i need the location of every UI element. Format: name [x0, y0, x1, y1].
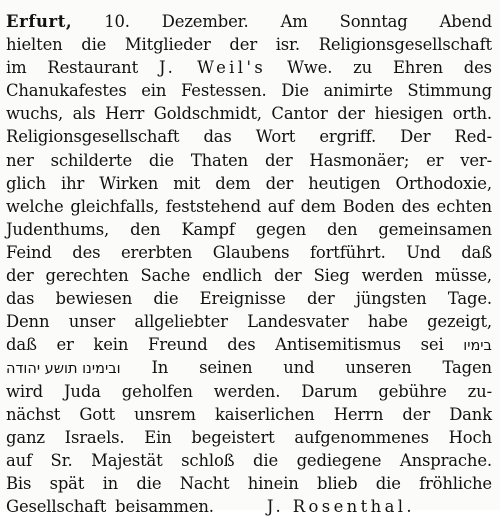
word: zu — [353, 58, 373, 78]
article-line — [6, 426, 492, 449]
word: Herr — [105, 104, 145, 124]
author-signature: J. Rosenthal. — [266, 496, 416, 516]
word: feststehend — [165, 196, 261, 216]
word: seinen — [199, 358, 253, 378]
word: daß — [6, 335, 37, 355]
word: spät — [49, 473, 85, 493]
dateline-day: 10. — [104, 12, 130, 31]
word: des — [72, 242, 101, 262]
word: Orthodoxie, — [395, 173, 492, 193]
word: Ein — [144, 427, 172, 447]
word: allgeliebter — [134, 312, 228, 332]
word: Bis — [6, 473, 32, 493]
word: hiesigen — [374, 104, 444, 124]
word: blieb — [317, 473, 358, 493]
word: kaiserlichen — [214, 404, 315, 424]
word: der — [402, 404, 430, 424]
word: Abend — [439, 12, 492, 31]
hebrew-quote-start: בימיו — [463, 338, 492, 355]
article-line — [6, 56, 492, 79]
word: Mitglieder — [124, 35, 211, 55]
article-line — [6, 102, 492, 125]
word: Stimmung — [407, 81, 492, 101]
word: gebühre — [378, 381, 447, 401]
word: In — [151, 358, 169, 378]
word: Sache — [140, 266, 191, 286]
word: ihr — [61, 173, 85, 193]
word: Nacht — [179, 473, 230, 493]
restaurant-owner-initial: J. — [158, 58, 177, 78]
word: die — [253, 450, 279, 470]
word: gegen — [255, 219, 307, 239]
word: hielten — [6, 35, 63, 55]
word: ner — [6, 150, 34, 170]
word: werden. — [213, 381, 281, 401]
word: in — [102, 473, 119, 493]
word: den — [130, 219, 161, 239]
word: Gott — [79, 404, 115, 424]
word: bewiesen — [55, 289, 133, 309]
word: heutigen — [308, 173, 381, 193]
word: Sr. — [50, 450, 73, 470]
word: der — [6, 266, 34, 286]
word: müsse, — [435, 266, 492, 286]
word: dem — [300, 196, 336, 216]
article-line — [6, 403, 492, 426]
word: der — [229, 35, 257, 55]
word: welche — [6, 196, 64, 216]
word: begeistert — [191, 427, 275, 447]
word: schilderte — [50, 150, 133, 170]
word: Freund — [147, 335, 208, 355]
word: gemeinsamen — [378, 219, 492, 239]
word: gezeigt, — [427, 312, 492, 332]
word: Tage. — [447, 289, 492, 309]
word: sei — [420, 335, 444, 355]
article-line — [6, 172, 492, 195]
word: Ereignisse — [199, 289, 286, 309]
word: Restaurant — [47, 58, 139, 78]
word: Wwe. — [287, 58, 333, 78]
article-line — [6, 241, 492, 264]
article-line — [6, 33, 492, 56]
word: isr. — [275, 35, 300, 55]
word: gediegene — [296, 450, 382, 470]
word: Thaten — [190, 150, 249, 170]
word: Chanukafestes — [6, 81, 127, 101]
word: das — [6, 289, 35, 309]
word: Hoch — [448, 427, 492, 447]
restaurant-owner-name: Weil's — [197, 58, 267, 78]
word: fortführt. — [309, 242, 386, 262]
word: Juda — [64, 381, 101, 401]
article-line — [6, 10, 492, 33]
word: schloß — [181, 450, 235, 470]
word: Goldschmidt, — [153, 104, 262, 124]
word: der — [274, 266, 302, 286]
word: Und — [406, 242, 441, 262]
word: der — [337, 104, 365, 124]
article-line — [6, 310, 492, 333]
word: er — [56, 335, 74, 355]
word: Glaubens — [212, 242, 290, 262]
word: des — [401, 196, 430, 216]
word: Festessen. — [180, 81, 267, 101]
dateline-month: Dezember. — [161, 12, 249, 31]
word: Wort — [255, 127, 296, 147]
word: aufgenommenes — [294, 427, 429, 447]
word: Cantor — [271, 104, 328, 124]
word: nächst — [6, 404, 61, 424]
article-line — [6, 149, 492, 172]
article-line — [6, 495, 492, 518]
word: Die — [281, 81, 309, 101]
article-line — [6, 218, 492, 241]
word: Darum — [301, 381, 358, 401]
word: ver- — [460, 150, 492, 170]
word: ergriff. — [319, 127, 377, 147]
article-line — [6, 380, 492, 403]
word: gerechten — [45, 266, 129, 286]
word: Sieg — [313, 266, 350, 286]
word: daß — [461, 242, 492, 262]
word: ein — [141, 81, 167, 101]
word: fröhliche — [419, 473, 492, 493]
word: zu- — [467, 381, 492, 401]
word: das — [203, 127, 232, 147]
word: orth. — [452, 104, 492, 124]
word: auf — [6, 450, 32, 470]
word: Religionsgesellschaft — [318, 35, 492, 55]
word: gleichfalls, — [70, 196, 159, 216]
word: der — [264, 150, 293, 170]
word: Der — [400, 127, 431, 147]
word: Denn — [6, 312, 50, 332]
word: habe — [367, 312, 408, 332]
word: er — [426, 150, 444, 170]
word: als — [72, 104, 96, 124]
word: des — [463, 58, 492, 78]
word: der — [306, 289, 335, 309]
word: Am — [280, 12, 308, 31]
article-line — [6, 287, 492, 310]
word: die — [375, 473, 401, 493]
word: kein — [93, 335, 129, 355]
word: wird — [6, 381, 43, 401]
word: jüngsten — [355, 289, 427, 309]
article-line — [6, 264, 492, 287]
word: hinein — [247, 473, 299, 493]
word: Feind — [6, 242, 52, 262]
word: werden — [361, 266, 424, 286]
word: auf — [267, 196, 294, 216]
word: mit — [173, 173, 201, 193]
word: Israels. — [64, 427, 125, 447]
article-line — [6, 333, 492, 356]
hebrew-quote-end: ובימינו תושע יהודה — [6, 361, 121, 378]
article-line — [6, 125, 492, 148]
word: unser — [68, 312, 116, 332]
word: der — [265, 173, 294, 193]
word: Wirken — [99, 173, 159, 193]
word: Kampf — [181, 219, 235, 239]
word: glich — [6, 173, 46, 193]
word: echten — [436, 196, 492, 216]
word: und — [283, 358, 315, 378]
word: Tagen — [442, 358, 492, 378]
word: die — [81, 35, 107, 55]
word: geholfen — [121, 381, 193, 401]
word: Herrn — [333, 404, 384, 424]
article-line — [6, 472, 492, 495]
word: Dank — [449, 404, 492, 424]
article-line — [6, 195, 492, 218]
word: animirte — [323, 81, 393, 101]
word: die — [148, 150, 174, 170]
word: im — [6, 58, 27, 78]
word: unseren — [345, 358, 412, 378]
word: Sonntag — [339, 12, 408, 31]
word: Landesvater — [247, 312, 349, 332]
word: beisammen. — [115, 496, 214, 516]
word: wuchs, — [6, 104, 64, 124]
word: Hasmonäer; — [309, 150, 410, 170]
word: dem — [215, 173, 251, 193]
word: Ansprache. — [399, 450, 492, 470]
word: Religionsgesellschaft — [6, 127, 180, 147]
article-body — [6, 10, 492, 518]
word: die — [136, 473, 162, 493]
word: die — [153, 289, 179, 309]
article-line — [6, 356, 492, 379]
article-line — [6, 449, 492, 472]
word: Majestät — [91, 450, 163, 470]
word: den — [327, 219, 358, 239]
word: Gesellschaft — [6, 496, 107, 516]
word: ganz — [6, 427, 45, 447]
article-line — [6, 79, 492, 102]
word: Ehren — [392, 58, 443, 78]
word: Boden — [342, 196, 395, 216]
word: ererbten — [121, 242, 193, 262]
word: Red- — [454, 127, 492, 147]
dateline-place: Erfurt, — [6, 12, 73, 31]
word: Antisemitismus — [275, 335, 401, 355]
word: Judenthums, — [6, 219, 110, 239]
word: unsrem — [134, 404, 196, 424]
word: des — [227, 335, 256, 355]
word: endlich — [202, 266, 263, 286]
